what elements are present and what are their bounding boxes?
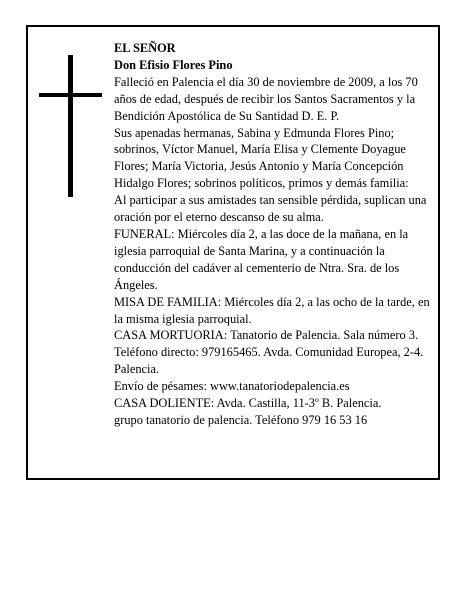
death-announcement: Falleció en Palencia el día 30 de noviembre de 2009, a los 70 años de edad, después de recibir los Santos Sacramentos y la Bendición Apostólica de Su Santidad D. E. P. (114, 74, 418, 123)
deceased-name: Don Efisio Flores Pino (114, 57, 233, 72)
obituary-notice (26, 25, 440, 480)
funeral-info: FUNERAL: Miércoles día 2, a las doce de la mañana, en la iglesia parroquial de Santa Marina, y a continuación la conducción del cadáver al cementerio de Ntra. Sra. de los Ángeles. (114, 226, 409, 292)
family-list: Sus apenadas hermanas, Sabina y Edmunda Flores Pino; sobrinos, Víctor Manuel, María Elisa y Clemente Doyague Flores; María Victoria, Jesús Antonio y María Concepción Hidalgo Flores; sobrinos políticos, primos y demás familia: (114, 125, 409, 191)
cross-vertical-bar (68, 55, 73, 197)
family-mass-info: MISA DE FAMILIA: Miércoles día 2, a las ocho de la tarde, en la misma iglesia parroquial. (114, 294, 430, 326)
prayer-request: Al participar a sus amistades tan sensible pérdida, suplican una oración por el eterno descanso de su alma. (114, 193, 427, 225)
cross-horizontal-bar (39, 93, 102, 97)
funeral-group-phone: grupo tanatorio de palencia. Teléfono 979 16 53 16 (114, 412, 368, 427)
mourning-house-address: CASA DOLIENTE: Avda. Castilla, 11-3º B. Palencia. (114, 396, 382, 411)
funeral-home-info: CASA MORTUORIA: Tanatorio de Palencia. Sala número 3. Teléfono directo: 979165465. Avda. Comunidad Europea, 2-4. Palencia. (114, 328, 424, 377)
condolences-website: Envío de pésames: www.tanatoriodepalencia.es (114, 379, 350, 394)
notice-heading: EL SEÑOR (114, 41, 176, 55)
notice-text (114, 40, 436, 429)
